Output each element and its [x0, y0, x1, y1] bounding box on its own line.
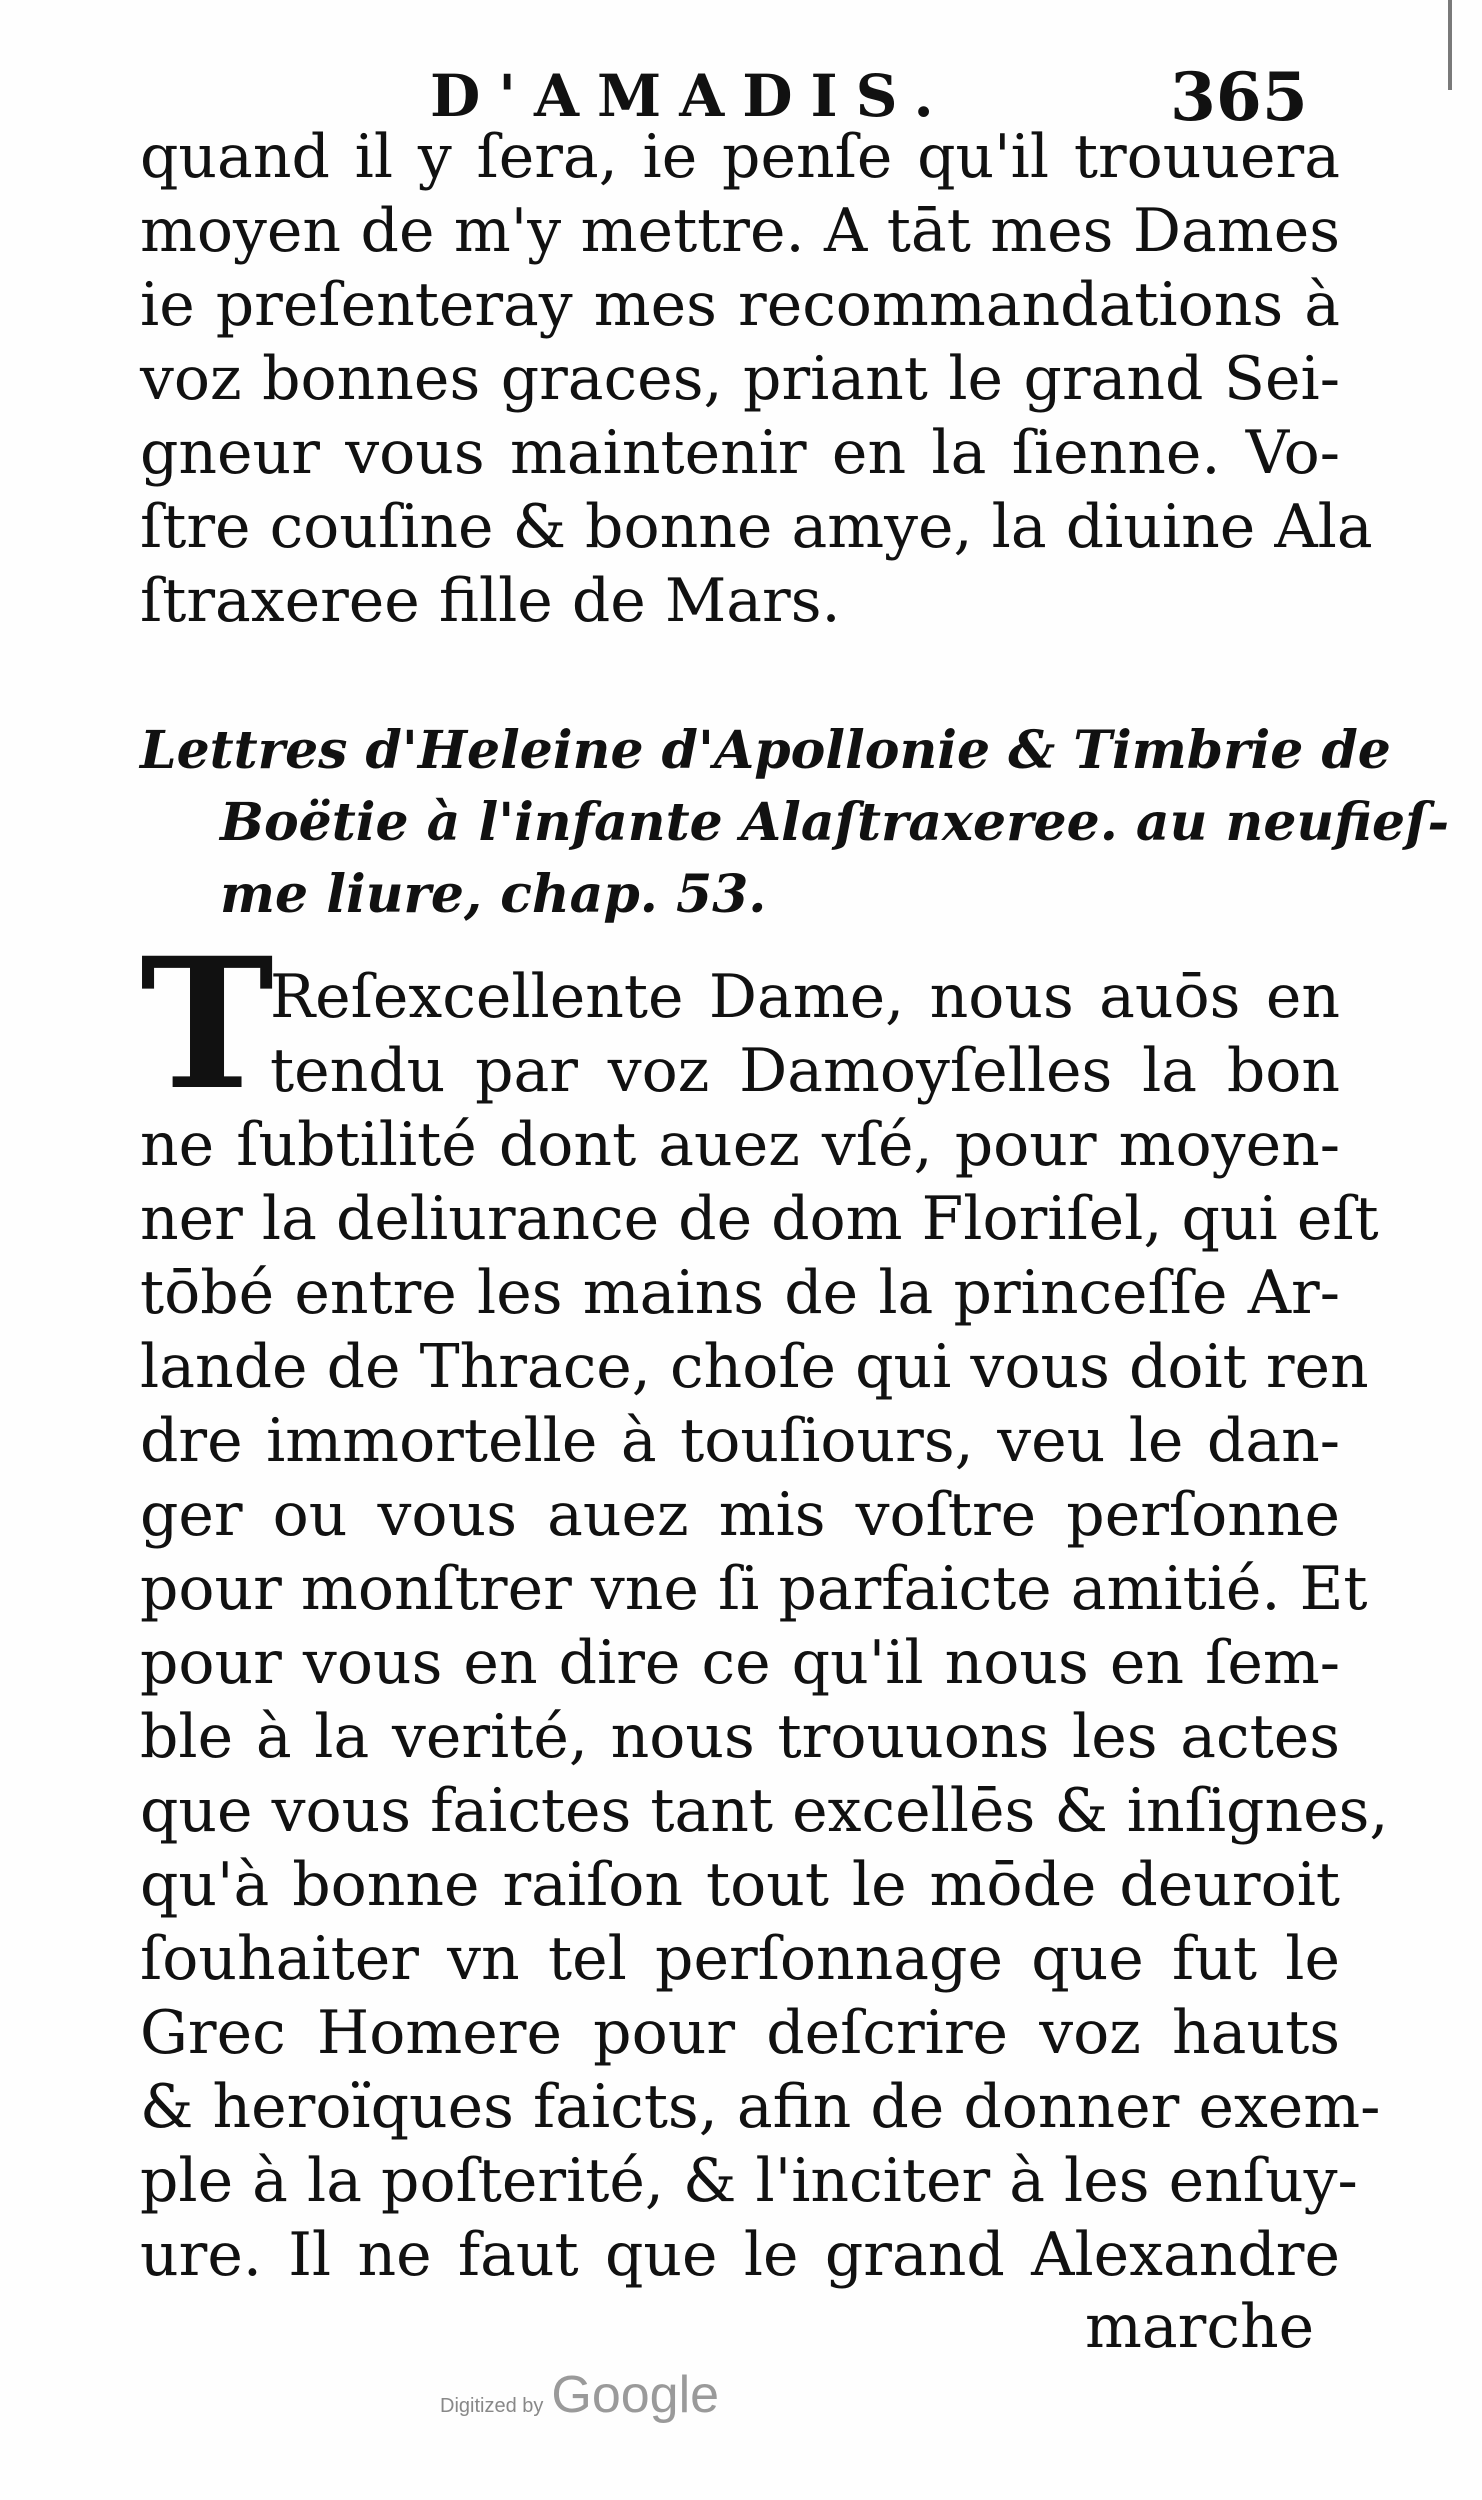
text-line: ſtraxeree fille de Mars.	[140, 566, 841, 636]
paragraph-letter-body	[140, 960, 1389, 2292]
running-head: D'AMADIS.	[430, 62, 952, 130]
text-line: ple à la poſterité, & l'inciter à les enſuy-	[140, 2146, 1358, 2216]
text-line: Grec Homere pour deſcrire voz hauts	[140, 1998, 1340, 2068]
text-line: & heroïques faicts, afin de donner exem-	[140, 2072, 1381, 2142]
heading-line: Lettres d'Heleine d'Apollonie & Timbrie de	[140, 720, 1391, 781]
google-logo: Google	[551, 2366, 720, 2424]
heading-line: Boëtie à l'infante Alaſtraxeree. au neufieſ-	[220, 792, 1450, 853]
text-line: lande de Thrace, choſe qui vous doit ren	[140, 1332, 1369, 1402]
text-line: quand il y ſera, ie penſe qu'il trouuera	[140, 122, 1340, 192]
letter-heading	[140, 715, 1450, 931]
digitized-watermark	[440, 2365, 719, 2425]
text-line: ure. Il ne faut que le grand Alexandre	[140, 2220, 1340, 2290]
catchword: marche	[1085, 2292, 1315, 2362]
text-line: ner la deliurance de dom Floriſel, qui eſt	[140, 1184, 1379, 1254]
text-line: ble à la verité, nous trouuons les actes	[140, 1702, 1340, 1772]
text-line: moyen de m'y mettre. A tāt mes Dames	[140, 196, 1340, 266]
paragraph-closing-letter	[140, 120, 1373, 638]
text-line: tendu par voz Damoyſelles la bon	[270, 1036, 1340, 1106]
text-line: dre immortelle à touſiours, veu le dan-	[140, 1406, 1340, 1476]
text-line: ſouhaiter vn tel perſonnage que fut le	[140, 1924, 1340, 1994]
text-line: ne ſubtilité dont auez vſé, pour moyen-	[140, 1110, 1340, 1180]
text-line: pour vous en dire ce qu'il nous en ſem-	[140, 1628, 1340, 1698]
text-line: gneur vous maintenir en la ſienne. Vo-	[140, 418, 1340, 488]
text-line: ſtre couſine & bonne amye, la diuine Ala	[140, 492, 1373, 562]
text-line: ger ou vous auez mis voſtre perſonne	[140, 1480, 1340, 1550]
heading-line: me liure, chap. 53.	[220, 864, 767, 925]
drop-cap-initial: T	[140, 919, 274, 1130]
page-number: 365	[1170, 58, 1308, 136]
digitized-prefix: Digitized by	[440, 2395, 544, 2417]
text-line: voz bonnes graces, priant le grand Sei-	[140, 344, 1340, 414]
text-line: pour monſtrer vne ſi parfaicte amitié. Et	[140, 1554, 1368, 1624]
text-line: que vous faictes tant excellēs & inſignes,	[140, 1776, 1389, 1846]
text-line: qu'à bonne raiſon tout le mōde deuroit	[140, 1850, 1340, 1920]
text-line: Reſexcellente Dame, nous auōs en	[270, 962, 1340, 1032]
page-edge-mark	[1448, 0, 1452, 90]
text-line: tōbé entre les mains de la princeſſe Ar-	[140, 1258, 1340, 1328]
text-line: ie preſenteray mes recommandations à	[140, 270, 1340, 340]
